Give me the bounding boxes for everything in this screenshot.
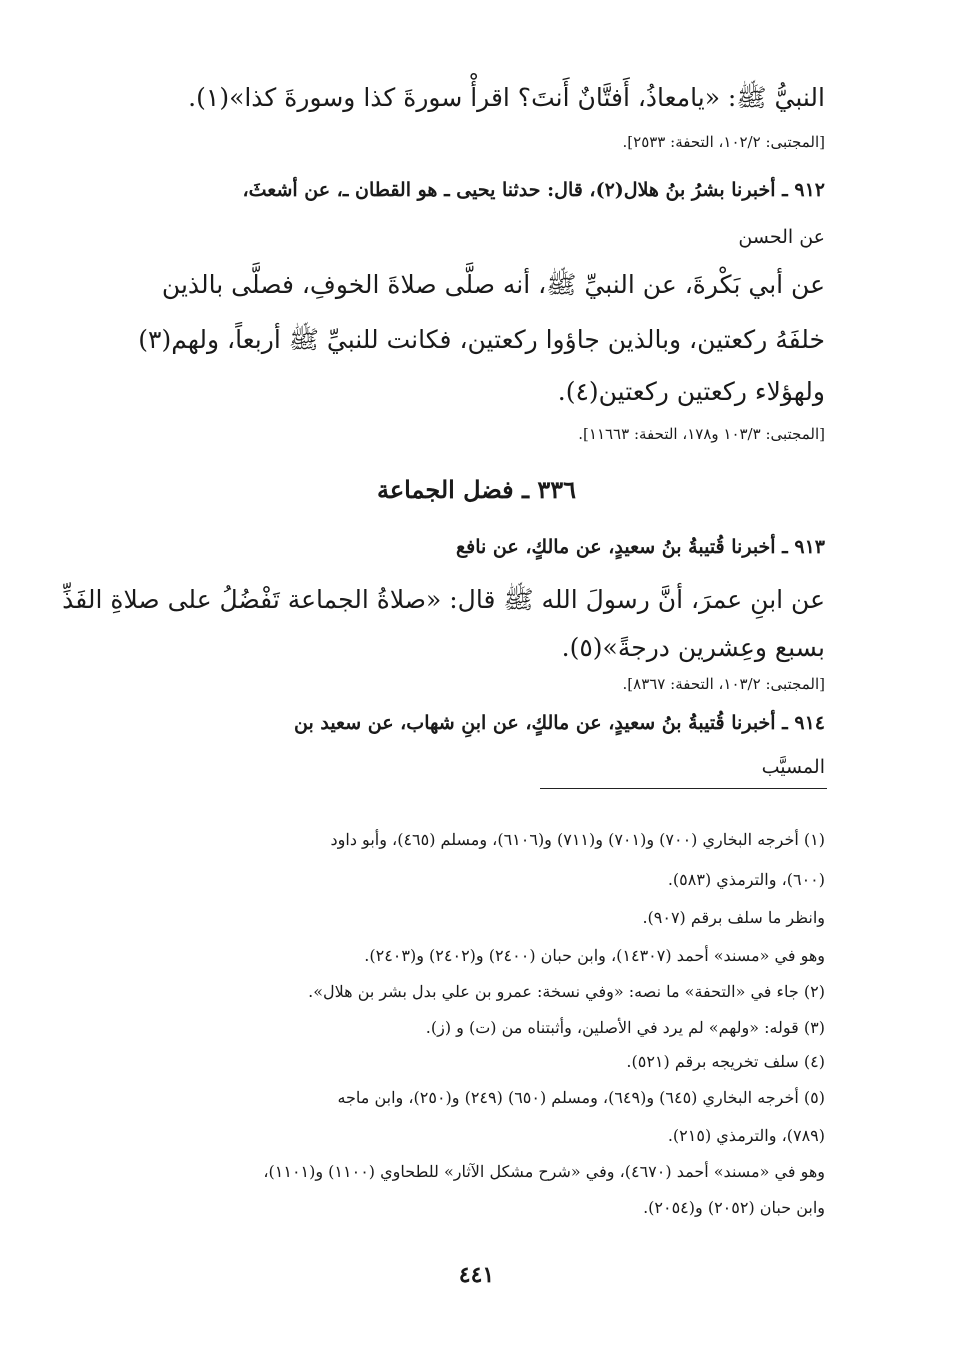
hadith-912-text-3: ولهؤلاء ركعتين ركعتين(٤). [557,377,825,406]
hadith-912-text-2: خلفَهُ ركعتين، وبالذين جاؤوا ركعتين، فكانت للنبيِّ ﷺ أربعاً، ولهم(٣) [138,325,825,354]
hadith-913-chain: ٩١٣ ـ أخبرنا قُتيبةُ بنُ سعيدٍ، عن مالكٍ، عن نافع [456,536,825,558]
footnote-separator [540,788,827,789]
footnote-4: (٤) سلف تخريجه برقم (٥٢١). [626,1052,825,1071]
reference-line-2: [المجتبى: ١٠٣/٣ و١٧٨، التحفة: ١١٦٦٣]. [578,425,825,443]
reference-line-3: [المجتبى: ١٠٣/٢، التحفة: ٨٣٦٧]. [622,675,825,693]
page-number: ٤٤١ [458,1262,495,1288]
footnote-1b: (٦٠٠)، والترمذي (٥٨٣). [667,870,825,889]
footnote-5c: وهو في «مسند» أحمد (٤٦٧٠)، وفي «شرح مشكل الآثار» للطحاوي (١١٠٠) و(١١٠١)، [263,1162,825,1181]
footnote-5b: (٧٨٩)، والترمذي (٢١٥). [667,1126,825,1145]
hadith-913-text-1: عن ابنِ عمرَ، أنَّ رسولَ الله ﷺ قال: «صلاةُ الجماعة تَفْضُلُ على صلاةِ الفَذِّ [62,585,825,614]
text-line-1: النبيُّ ﷺ: «يامعاذُ، أَفتَّانٌ أَنتَ؟ اقرأْ سورةَ كذا وسورةَ كذا»(١). [188,83,825,112]
footnote-5a: (٥) أخرجه البخاري (٦٤٥) و(٦٤٩)، ومسلم (٦٥٠) (٢٤٩) و(٢٥٠)، وابن ماجه [337,1088,825,1107]
footnote-5d: وابن حبان (٢٠٥٢) و(٢٠٥٤). [643,1198,825,1217]
hadith-912-chain: ٩١٢ ـ أخبرنا بشرُ بنُ هلال(٢)، قال: حدثنا يحيى ـ هو القطان ـ، عن أشعثَ، [242,179,825,201]
footnote-2: (٢) جاء في «التحفة» ما نصه: «وفي نسخة: عمرو بن علي بدل بشر بن هلال». [308,982,825,1001]
hadith-912-chain-end: عن الحسن [738,226,825,248]
footnote-1c: وانظر ما سلف برقم (٩٠٧). [642,908,825,927]
footnote-1a: (١) أخرجه البخاري (٧٠٠) و(٧٠١) و(٧١١) و(٦١٠٦)، ومسلم (٤٦٥)، وأبو داود [330,830,825,849]
footnote-3: (٣) قوله: «ولهم» لم يرد في الأصلين، وأثبتناه من (ت) و (ز). [425,1018,825,1037]
footnote-1d: وهو في «مسند» أحمد (١٤٣٠٧)، وابن حبان (٢٤٠٠) و(٢٤٠٢) و(٢٤٠٣). [364,946,825,965]
hadith-914-chain-end: المسيَّب [761,756,825,778]
hadith-913-text-2: بسبع وعِشرين درجةً»(٥). [561,633,825,662]
hadith-914-chain: ٩١٤ ـ أخبرنا قُتيبةُ بنُ سعيدٍ، عن مالكٍ، عن ابنِ شهاب، عن سعيد بن [293,712,825,734]
hadith-912-text-1: عن أبي بَكْرةَ، عن النبيِّ ﷺ، أنه صلَّى صلاةَ الخوفِ، فصلَّى بالذين [161,270,825,299]
chapter-heading: ٣٣٦ ـ فضل الجماعة [376,475,577,504]
reference-line-1: [المجتبى: ١٠٢/٢، التحفة: ٢٥٣٣]. [622,133,825,151]
